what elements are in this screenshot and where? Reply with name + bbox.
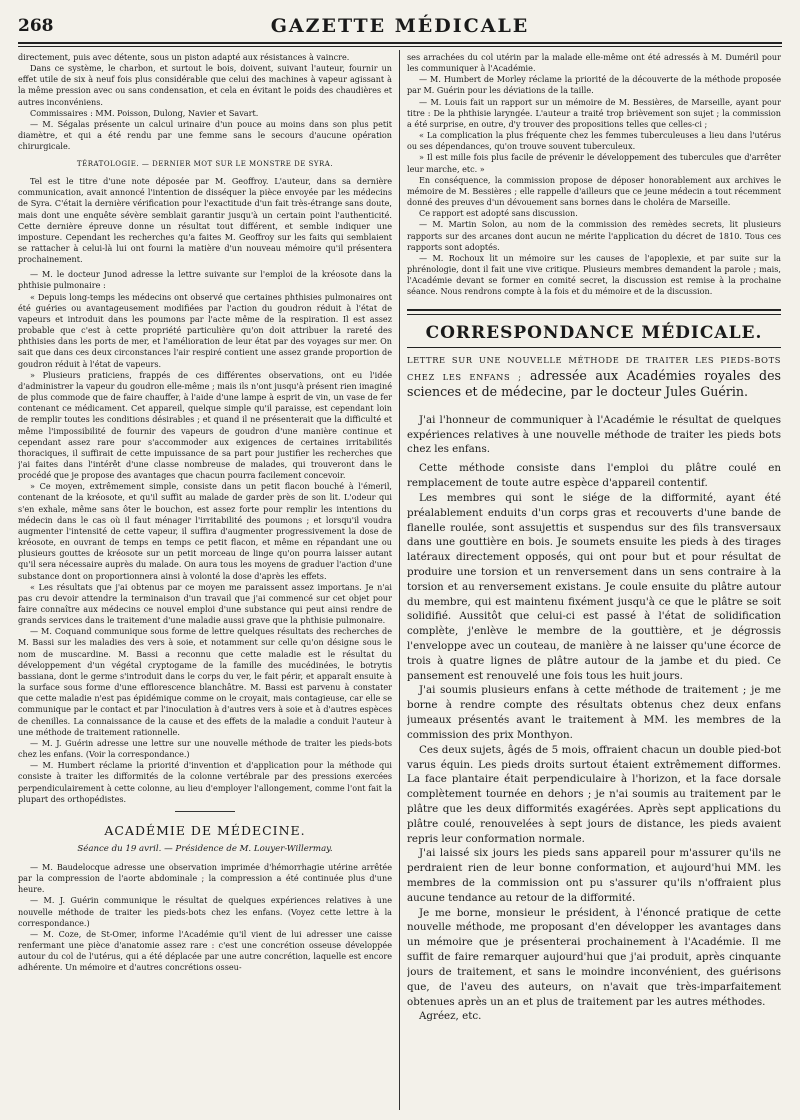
paragraph: — M. Coquand communique sous forme de lettre quelques résultats des recherches de M. Bassi sur les maladies des vers à soie, et notamment sur celle qu'on désigne sous le nom de muscardine. M. Bassi a reconnu que cette maladie est le résultat du développement d'un végétal cryptogame de la famille des mucédinées, le botrytis bassiana, dont le germe s'introduit dans le corps du ver, le fait périr, et apparaît ensuite à la surface sous forme d'une efflorescence blanchâtre. M. Bassi est parvenu à constater que cette maladie n'est pas épidémique comme on le croyait, mais contagieuse, car elle se communique par le contact et par l'inoculation à d'autres vers à soie et à d'autres espèces de chenilles. La connaissance de la cause et des effets de la maladie a conduit l'auteur à une méthode de traitement rationnelle. (18, 626, 392, 737)
paragraph: — M. Humbert de Morley réclame la priorité de la découverte de la méthode proposée par M. Guérin pour les déviations de la taille. (407, 74, 781, 96)
paragraph: » Plusieurs praticiens, frappés de ces différentes observations, ont eu l'idée d'administrer la vapeur du goudron elle-même ; mais ils n'ont jusqu'à présent rien imaginé de plus commode que de faire chauffer, à l'aide d'une lampe à esprit de vin, un vase de fer contenant ce médicament. Cet appareil, quelque simple qu'il paraisse, est cependant loin de remplir toutes les conditions désirables ; et quand il ne présenterait que la difficulté et même l'impossibilité de fournir des vapeurs de goudron d'une manière continue et cependant assez rare pour s'accommoder aux exigences de certaines irritabilités thoraciques, il suffirait de cette impuissance de sa part pour justifier les recherches que j'ai faites dans l'intérêt d'une classe nombreuse de malades, qui trouveront dans le procédé que je propose des avantages que chacun pourra facilement concevoir. (18, 369, 392, 481)
right-column (407, 52, 781, 1110)
correspondence-box-inner (407, 314, 781, 343)
correspondence-letter (407, 354, 781, 1024)
header-rule-thick (18, 42, 782, 44)
paragraph: — M. Baudelocque adresse une observation imprimée d'hémorrhagie utérine arrêtée par la compression de l'aorte abdominale ; la compression a été continuée plus d'une heure. (18, 861, 392, 895)
paragraph: J'ai laissé six jours les pieds sans appareil pour m'assurer qu'ils ne perdraient rien de leur bonne conformation, et aujourd'hui MM. les membres de la commission ont pu s'assurer qu'ils n'offraient plus aucune tendance au retour de la difformité. (407, 847, 781, 904)
correspondence-title: CORRESPONDANCE MÉDICALE. (425, 323, 763, 344)
paragraph: — M. Louis fait un rapport sur un mémoire de M. Bessières, de Marseille, ayant pour titre : De la phthisie laryngée. L'auteur a traité trop brièvement son sujet ; la commission a été surprise, en outre, d'y trouver des propositions telles que celles-ci ; (407, 96, 781, 129)
paragraph: Agréez, etc. (419, 1010, 482, 1023)
paragraph: directement, puis avec détente, sous un piston adapté aux résistances à vaincre. (18, 52, 350, 62)
paragraph: Dans ce système, le charbon, et surtout le bois, doivent, suivant l'auteur, fournir un effet utile de six à neuf fois plus considérable que celui des machines à vapeur agissant à la même pression avec ou sans condensation, et cela en évitant le poids des chaudières et autres inconvéniens. (18, 63, 392, 107)
header-rule-thin (18, 46, 782, 47)
paragraph: » Il est mille fois plus facile de prévenir le développement des tubercules que d'arrêter leur marche, etc. » (407, 152, 781, 174)
letter-subtitle-rest: adressée aux Académies royales des sciences et de médecine, par le docteur Jules Guérin. (407, 367, 781, 400)
left-column (18, 52, 392, 1110)
paragraph: Les membres qui sont le siége de la difformité, ayant été préalablement enduits d'un corps gras et recouverts d'une bande de flanelle roulée, sont assujettis et suspendus sur des fils transversaux dans une gouttière en bois. Je soumets ensuite les pieds à des tirages latéraux directement opposés, qui ont pour but et pour résultat de produire une torsion et un renversement dans un sens contraire à la torsion et au renversement existans. Je coule ensuite du plâtre autour du membre, qui est maintenu fixément jusqu'à ce que le plâtre se soit solidifié. Aussitôt que celui-ci est passé à l'état de solidification complète, j'enlève le membre de la gouttière, et je dégrossis l'enveloppe avec un couteau, de manière à ne laisser qu'une écorce de trois à quatre lignes de plâtre autour de la jambe et du pied. Ce pansement est renouvelé une fois tous les huit jours. (407, 491, 781, 682)
paragraph: J'ai soumis plusieurs enfans à cette méthode de traitement ; je me borne à rendre compte des résultats obtenus chez deux enfans jumeaux présentés avant le traitement à MM. les membres de la commission des prix Monthyon. (407, 684, 781, 741)
paragraph: — M. le docteur Junod adresse la lettre suivante sur l'emploi de la kréosote dans la phthisie pulmonaire : (18, 269, 392, 291)
academy-title: ACADÉMIE DE MÉDECINE. (104, 822, 306, 838)
paragraph: En conséquence, la commission propose de déposer honorablement aux archives le mémoire de M. Bessières ; elle rappelle d'ailleurs que ce jeune médecin a tout récemment donné des preuves d'un dévouement sans bornes dans le choléra de Marseille. (407, 174, 781, 208)
page-number: 268 (18, 16, 54, 36)
column-divider (399, 50, 400, 1110)
paragraph: Ces deux sujets, âgés de 5 mois, offraient chacun un double pied-bot varus équin. Les pieds droits surtout étaient extrêmement difformes. La face plantaire était perpendiculaire à l'horizon, et la face dorsale complètement tournée en dehors ; je n'ai soumis au traitement par le plâtre que les deux difformités exagérées. Après sept applications du plâtre coulé, renouvelées à sept jours de distance, les pieds avaient repris leur conformation normale. (407, 743, 781, 845)
paragraph: Je me borne, monsieur le président, à l'énoncé pratique de cette nouvelle méthode, me proposant d'en développer les avantages dans un mémoire que je présenterai prochainement à l'Académie. Il me suffit de faire remarquer aujourd'hui que j'ai produit, après cinquante jours de traitement, et sans le moindre inconvénient, des guérisons que, de l'aveu des auteurs, on n'avait que très-imparfaitement obtenues après un an et plus de traitement par les autres méthodes. (407, 906, 781, 1008)
paragraph: Cette méthode consiste dans l'emploi du plâtre coulé en remplacement de toute autre espèce d'appareil contentif. (407, 462, 781, 490)
letter-subtitle (407, 354, 781, 400)
teratology-heading: TÉRATOLOGIE. — DERNIER MOT SUR LE MONSTRE DE SYRA. (76, 160, 334, 169)
paragraph: — M. Ségalas présente un calcul urinaire d'un pouce au moins dans son plus petit diamètre, et qui a été rendu par une femme sans le secours d'aucune opération chirurgicale. (18, 118, 392, 152)
paragraph: — M. Coze, de St-Omer, informe l'Académie qu'il vient de lui adresser une caisse renfermant une pièce d'anatomie assez rare : c'est une concrétion osseuse développée autour du col de l'utérus, qui a été déplacée par une autre concrétion, laquelle est encore adhérente. Un mémoire et d'autres concrétions osseu- (18, 928, 392, 973)
paragraph: « Les résultats que j'ai obtenus par ce moyen me paraissent assez importans. Je n'ai pas cru devoir attendre la terminaison d'un travail que j'ai commencé sur cet objet pour faire connaître aux médecins ce nouvel emploi d'une substance qui peut ainsi rendre de grands services dans le traitement d'une maladie aussi grave que la phthisie pulmonaire. (18, 581, 392, 626)
paragraph: Tel est le titre d'une note déposée par M. Geoffroy. L'auteur, dans sa dernière communication, avait annoncé l'intention de disséquer la pièce envoyée par les médecins de Syra. C'était la dernière vérification pour l'exactitude d'un fait très-étrange sans doute, mais dont une enquête sévère semblait garantir jusqu'à un certain point l'authenticité. Cette dernière épreuve donne un résultat tout différent, et semble indiquer une imposture. Cependant les recherches qu'a faites M. Geoffroy sur les faits qui semblaient se rattacher à celui-là lui ont fourni la matière d'un nouveau mémoire qu'il présentera prochainement. (18, 176, 392, 265)
paragraph: — M. J. Guérin adresse une lettre sur une nouvelle méthode de traiter les pieds-bots chez les enfans. (Voir la correspondance.) (18, 737, 392, 760)
correspondence-box (407, 309, 781, 348)
paragraph: » Ce moyen, extrêmement simple, consiste dans un petit flacon bouché à l'émeril, contenant de la kréosote, et qu'il suffit au malade de garder près de son lit. L'odeur qui s'en exhale, même sans ôter le bouchon, est assez forte pour remplir les intentions du médecin dans le cas où il faut ménager l'irritabilité des poumons ; et lorsqu'il voudra augmenter l'intensité de cette vapeur, il suffira d'augmenter progressivement la dose de kréosote, en ouvrant de temps en temps ce petit flacon, et même en répandant une ou plusieurs gouttes de kréosote sur un petit morceau de linge qu'on pourra laisser autant qu'il sera nécessaire auprès du malade. On aura tous les moyens de graduer l'action d'une substance dont on proportionnera ainsi à volonté la dose d'après les effets. (18, 481, 392, 581)
section-rule (175, 811, 235, 812)
paragraph: — M. Humbert réclame la priorité d'invention et d'application pour la méthode qui consiste à traiter les difformités de la colonne vertébrale par des pressions exercées perpendiculairement à cette colonne, au lieu d'employer l'allongement, comme l'ont fait la plupart des orthopédistes. (18, 760, 392, 804)
paragraph: Ce rapport est adopté sans discussion. (419, 208, 578, 219)
session-line: Séance du 19 avril. — Présidence de M. Louyer-Willermay. (77, 844, 333, 855)
paragraph: J'ai l'honneur de communiquer à l'Académie le résultat de quelques expériences relatives à une nouvelle méthode de traiter les pieds bots chez les enfans. (407, 413, 781, 456)
paragraph: ses arrachées du col utérin par la malade elle-même ont été adressés à M. Duméril pour les communiquer à l'Académie. (407, 52, 781, 74)
paragraph: « Depuis long-temps les médecins ont observé que certaines phthisies pulmonaires ont été guéries ou avantageusement modifiées par l'action du goudron réduit à l'état de vapeurs et introduit dans les poumons par l'acte même de la respiration. Il est assez probable que c'est à cette propriété particulière qu'on doit attribuer la rareté des phthisies dans les ports de mer, et l'amélioration de leur état par des voyages sur mer. On sait que dans ces deux circonstances l'air respiré contient une assez grande proportion de goudron réduit à l'état de vapeurs. (18, 291, 392, 369)
page-header (18, 14, 782, 40)
journal-title: GAZETTE MÉDICALE (270, 15, 530, 37)
paragraph: Commissaires : MM. Poisson, Dulong, Navier et Savart. (30, 107, 259, 118)
letter-subtitle-caps: LETTRE SUR UNE NOUVELLE MÉTHODE DE TRAITER LES PIEDS-BOTS CHEZ LES ENFANS ; (407, 355, 781, 382)
paragraph: — M. J. Guérin communique le résultat de quelques expériences relatives à une nouvelle méthode de traiter les pieds-bots chez les enfans. (Voyez cette lettre à la correspondance.) (18, 895, 392, 928)
paragraph: — M. Martin Solon, au nom de la commission des remèdes secrets, lit plusieurs rapports sur des arcanes dont aucun ne mérite l'application du décret de 1810. Tous ces rapports sont adoptés. (407, 219, 781, 252)
paragraph: « La complication la plus fréquente chez les femmes tuberculeuses a lieu dans l'utérus ou ses dépendances, qu'on trouve souvent tuberculeux. (407, 130, 781, 152)
academy-continued (407, 52, 781, 297)
paragraph: — M. Rochoux lit un mémoire sur les causes de l'apoplexie, et par suite sur la phrénologie, dont il fait une vive critique. Plusieurs membres demandent la parole ; mais, l'Académie devant se former en comité secret, la discussion est remise à la prochaine séance. Nous rendrons compte à la fois et du mémoire et de la discussion. (407, 252, 781, 297)
